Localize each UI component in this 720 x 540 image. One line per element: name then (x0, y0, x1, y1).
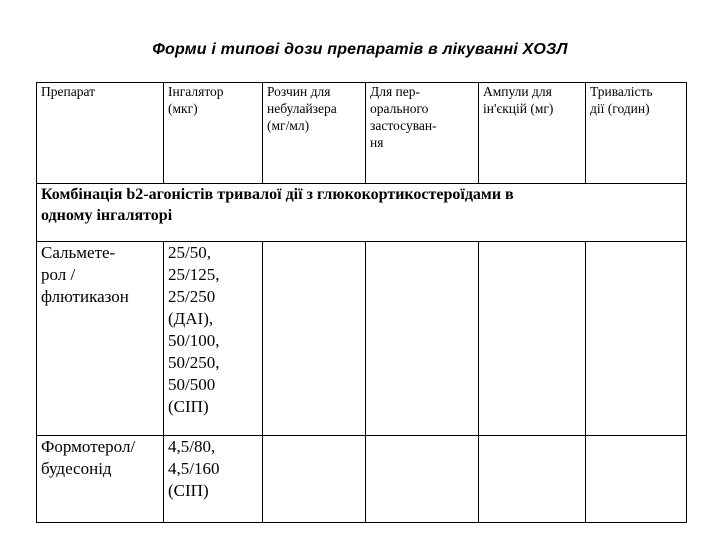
ampoules-cell (479, 436, 586, 523)
header-duration: Тривалість дії (годин) (586, 83, 687, 184)
header-row (37, 83, 687, 184)
drug-name-cell: Формотерол/ будесонід (37, 436, 164, 523)
oral-cell (366, 242, 479, 436)
nebulizer-cell (263, 436, 366, 523)
duration-cell (586, 242, 687, 436)
group-row (37, 184, 687, 242)
dosage-table (36, 82, 687, 523)
page-title: Форми і типові дози препаратів в лікуванні ХОЗЛ (152, 41, 568, 58)
table-row (37, 436, 687, 523)
group-label: Комбінація b2-агоністів тривалої дії з глюкокортикостероїдами в одному інгаляторі (37, 184, 687, 242)
drug-name-cell: Сальмете- рол / флютиказон (37, 242, 164, 436)
header-oral: Для пер- орального застосуван- ня (366, 83, 479, 184)
inhaler-dose-cell: 25/50, 25/125, 25/250 (ДАІ), 50/100, 50/250, 50/500 (СІП) (164, 242, 263, 436)
header-drug: Препарат (37, 83, 164, 184)
header-nebulizer: Розчин для небулайзера (мг/мл) (263, 83, 366, 184)
oral-cell (366, 436, 479, 523)
header-ampoules: Ампули для ін'єкцій (мг) (479, 83, 586, 184)
inhaler-dose-cell: 4,5/80, 4,5/160 (СІП) (164, 436, 263, 523)
header-inhaler: Інгалятор (мкг) (164, 83, 263, 184)
nebulizer-cell (263, 242, 366, 436)
table-row (37, 242, 687, 436)
duration-cell (586, 436, 687, 523)
ampoules-cell (479, 242, 586, 436)
